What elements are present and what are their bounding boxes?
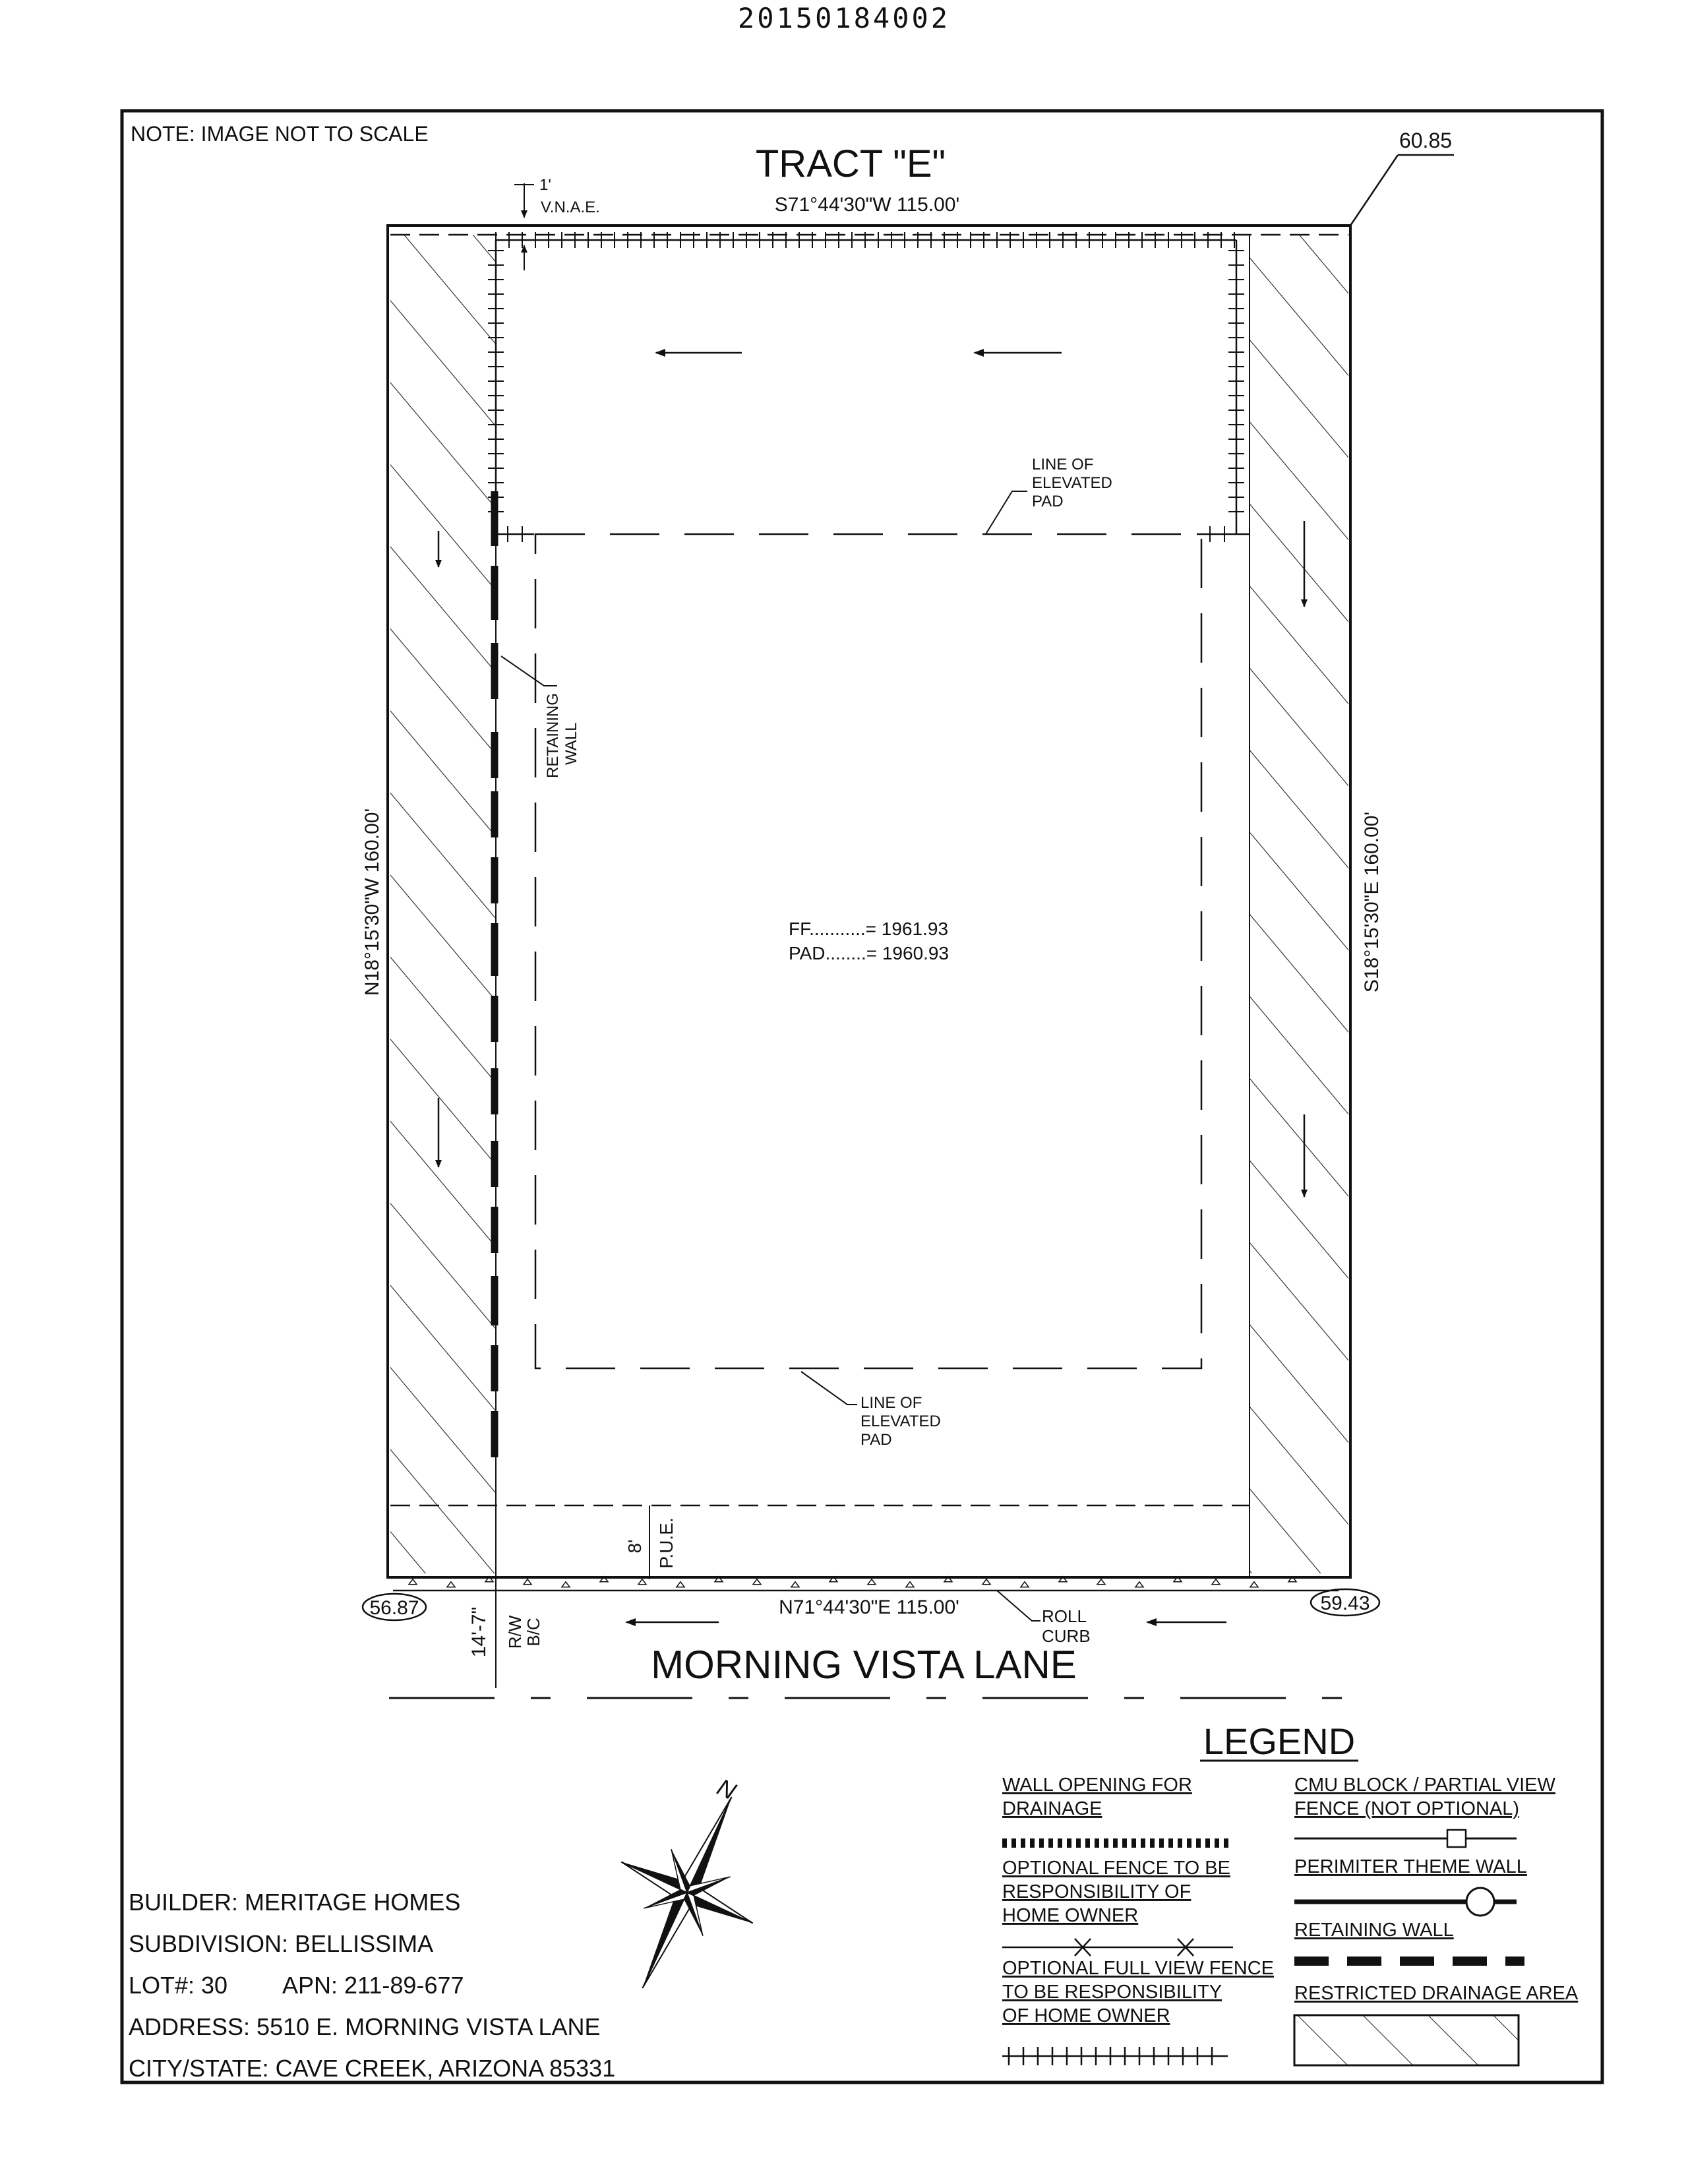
document-number: 20150184002 xyxy=(737,2,951,34)
pue-callout xyxy=(624,1505,677,1579)
pad-label-top-1: LINE OF xyxy=(1032,456,1094,473)
legend-restricted-drainage: RESTRICTED DRAINAGE AREA xyxy=(1294,1983,1579,2004)
info-lot: LOT#: 30 xyxy=(129,1972,228,1999)
pad-label-bottom-1: LINE OF xyxy=(860,1394,922,1412)
info-builder: BUILDER: MERITAGE HOMES xyxy=(129,1889,461,1916)
setback-bc: B/C xyxy=(524,1618,543,1647)
bottom-bearing: N71°44'30"E 115.00' xyxy=(779,1596,959,1618)
info-apn: APN: 211-89-677 xyxy=(282,1972,464,1999)
rear-fence xyxy=(488,232,1250,542)
tract-label: TRACT "E" xyxy=(755,142,946,185)
pad-label-bottom-2: ELEVATED xyxy=(860,1412,941,1430)
top-bearing: S71°44'30"W 115.00' xyxy=(774,194,960,216)
roll-curb-label-1: ROLL xyxy=(1042,1606,1087,1626)
info-city-state: CITY/STATE: CAVE CREEK, ARIZONA 85331 xyxy=(129,2055,616,2082)
setback-rw: R/W xyxy=(505,1615,525,1649)
legend-full-view-1: OPTIONAL FULL VIEW FENCE xyxy=(1002,1958,1274,1979)
legend-cmu-1: CMU BLOCK / PARTIAL VIEW xyxy=(1294,1774,1555,1796)
note-text: NOTE: IMAGE NOT TO SCALE xyxy=(131,122,429,146)
north-arrow-icon xyxy=(577,1767,798,2019)
vnae-callout xyxy=(514,176,600,270)
retaining-wall-label-1: RETAINING xyxy=(544,693,562,778)
finished-floor-elevation: FF...........= 1961.93 xyxy=(789,919,949,939)
vnae-label: V.N.A.E. xyxy=(541,198,600,216)
pue-width: 8' xyxy=(624,1539,645,1554)
setback-distance: 14'-7" xyxy=(468,1606,490,1658)
restricted-drainage-area-left xyxy=(390,235,496,1576)
legend-cmu-symbol xyxy=(1294,1830,1517,1847)
legend-wall-opening-2: DRAINAGE xyxy=(1002,1798,1102,1819)
pad-label-top-3: PAD xyxy=(1032,493,1064,510)
pad-label-bottom-3: PAD xyxy=(860,1431,892,1449)
vnae-distance: 1' xyxy=(539,176,551,194)
elevation-top-right: 60.85 xyxy=(1399,129,1453,152)
roll-curb-callout xyxy=(997,1591,1091,1646)
legend-restricted-symbol xyxy=(1294,2015,1519,2065)
legend-full-view-2: TO BE RESPONSIBILITY xyxy=(1002,1982,1222,2003)
legend-title: LEGEND xyxy=(1203,1720,1356,1762)
legend-optional-fence-2: RESPONSIBILITY OF xyxy=(1002,1881,1191,1902)
legend-optional-fence-3: HOME OWNER xyxy=(1002,1905,1139,1926)
pad-label-top-2: ELEVATED xyxy=(1032,474,1112,492)
info-subdivision: SUBDIVISION: BELLISSIMA xyxy=(129,1930,434,1957)
elevation-bottom-left: 56.87 xyxy=(369,1597,419,1619)
setback-callout xyxy=(468,1607,543,1657)
legend-cmu-2: FENCE (NOT OPTIONAL) xyxy=(1294,1798,1520,1819)
left-bearing: N18°15'30"W 160.00' xyxy=(361,808,383,996)
legend-perimeter-symbol xyxy=(1294,1888,1517,1916)
retaining-wall-callout xyxy=(501,656,580,778)
street-name: MORNING VISTA LANE xyxy=(651,1643,1077,1687)
lot-boundary xyxy=(388,226,1350,1577)
legend-optional-fence-1: OPTIONAL FENCE TO BE xyxy=(1002,1858,1230,1879)
corner-elevation-bottom-left xyxy=(363,1594,426,1620)
corner-elevation-bottom-right xyxy=(1311,1589,1379,1616)
legend-full-view-3: OF HOME OWNER xyxy=(1002,2005,1170,2026)
legend xyxy=(1002,1720,1579,2065)
restricted-drainage-area-right xyxy=(1250,235,1348,1576)
legend-full-view-symbol xyxy=(1002,2047,1228,2065)
legend-retaining-wall: RETAINING WALL xyxy=(1294,1920,1454,1941)
corner-elevation-top-right xyxy=(1350,129,1454,226)
right-bearing: S18°15'30"E 160.00' xyxy=(1361,811,1383,993)
elevated-pad-callout-top xyxy=(986,456,1112,534)
roll-curb-label-2: CURB xyxy=(1042,1626,1091,1646)
info-address: ADDRESS: 5510 E. MORNING VISTA LANE xyxy=(129,2013,601,2040)
legend-wall-opening-1: WALL OPENING FOR xyxy=(1002,1774,1192,1796)
legend-optional-fence-symbol xyxy=(1002,1939,1233,1956)
elevated-pad-callout-bottom xyxy=(801,1372,941,1449)
pad-elevation: PAD........= 1960.93 xyxy=(789,943,950,963)
lot-info-block xyxy=(129,1889,615,2082)
pue-label: P.U.E. xyxy=(656,1517,677,1569)
north-letter: N xyxy=(713,1773,740,1805)
elevation-bottom-right: 59.43 xyxy=(1320,1592,1370,1614)
legend-perimeter-wall: PERIMITER THEME WALL xyxy=(1294,1856,1527,1877)
retaining-wall-label-2: WALL xyxy=(562,722,580,765)
